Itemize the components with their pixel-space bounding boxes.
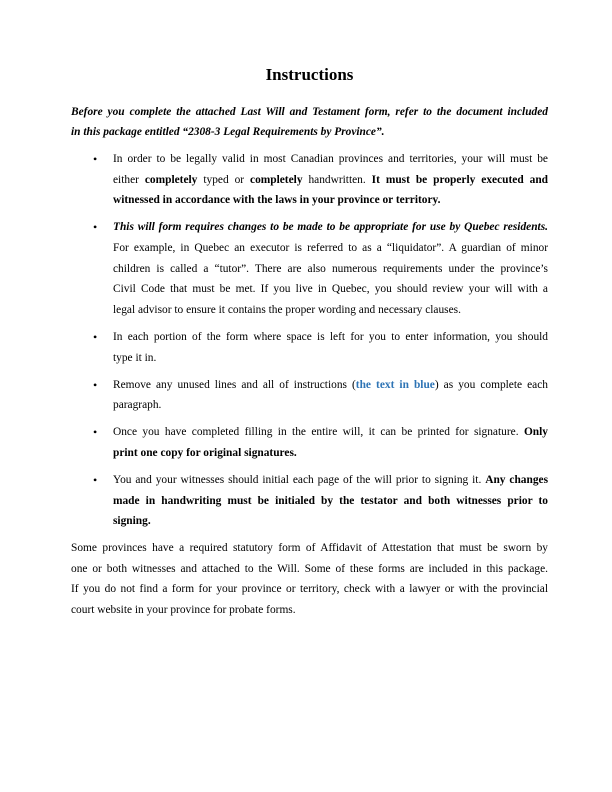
bullet-icon: • <box>93 220 98 235</box>
bullet-item-type-information <box>71 327 548 368</box>
text-line: In order to be legally valid in most Canadian provinces and territories, your will must be <box>113 153 548 166</box>
text-line: paragraph. <box>113 399 162 412</box>
text-segment: Only <box>523 426 548 439</box>
bullet-icon: • <box>93 152 98 167</box>
text-segment: typed or <box>197 173 251 186</box>
text-segment: Remove any unused lines and all of instructions ( <box>113 378 356 391</box>
text-segment: Once you have completed filling in the entire will, it can be printed for signature. <box>113 426 524 439</box>
bullet-icon: • <box>93 329 98 344</box>
page-title: Instructions <box>265 65 354 84</box>
text-line: court website in your province for probate forms. <box>71 604 296 617</box>
text-line: print one copy for original signatures. <box>113 446 297 459</box>
text-line: This will form requires changes to be made to be appropriate for use by Quebec residents. <box>113 221 548 234</box>
bullet-item-legal-validity <box>71 149 548 211</box>
text-segment: You and your witnesses should initial each page of the will prior to signing it. <box>113 474 486 486</box>
text-line: In each portion of the form where space is left for you to enter information, you should <box>113 330 548 343</box>
bullet-icon: • <box>93 473 98 487</box>
text-line <box>113 422 548 443</box>
text-line: If you do not find a form for your province or territory, check with a lawyer or with the provincial <box>71 583 548 596</box>
text-segment: ) as you complete each <box>434 378 548 391</box>
text-line <box>113 375 548 396</box>
text-line: Before you complete the attached Last Will and Testament form, refer to the document included <box>71 105 548 118</box>
blue-instructions-text: the text in blue <box>355 378 435 391</box>
text-line: Some provinces have a required statutory form of Affidavit of Attestation that must be sworn by <box>71 542 548 555</box>
intro-paragraph <box>71 102 548 143</box>
text-line: one or both witnesses and attached to the Will. Some of these forms are included in this package. <box>71 562 548 575</box>
bullet-icon: • <box>93 425 98 440</box>
text-segment: It must be properly executed and <box>371 173 548 186</box>
text-line: children is called a “tutor”. There are also numerous requirements under the province’s <box>113 262 548 275</box>
text-segment: handwritten. <box>302 173 372 186</box>
bullet-item-remove-instructions <box>71 375 548 416</box>
text-line <box>113 170 548 191</box>
bullet-item-initial-pages <box>71 470 548 532</box>
bullet-list <box>71 149 548 532</box>
text-line: type it in. <box>113 351 157 364</box>
text-line: signing. <box>113 515 151 528</box>
text-line <box>113 470 548 491</box>
text-line: made in handwriting must be initialed by the testator and both witnesses prior to <box>113 494 548 507</box>
text-line: legal advisor to ensure it contains the proper wording and necessary clauses. <box>113 303 461 316</box>
text-line: witnessed in accordance with the laws in your province or territory. <box>113 194 441 207</box>
bullet-icon: • <box>93 377 98 392</box>
text-line: Civil Code that must be met. If you live in Quebec, you should review your will with a <box>113 283 548 296</box>
text-segment: completely <box>250 173 303 186</box>
bullet-item-print-one-copy <box>71 422 548 463</box>
text-segment: Any changes <box>485 474 549 486</box>
bullet-item-quebec-residents <box>71 217 548 320</box>
text-segment: completely <box>144 173 198 186</box>
text-segment: either <box>113 173 145 186</box>
closing-paragraph <box>71 538 548 620</box>
text-line: in this package entitled “2308-3 Legal Requirements by Province”. <box>71 126 385 139</box>
text-line: For example, in Quebec an executor is referred to as a “liquidator”. A guardian of minor <box>113 242 548 255</box>
